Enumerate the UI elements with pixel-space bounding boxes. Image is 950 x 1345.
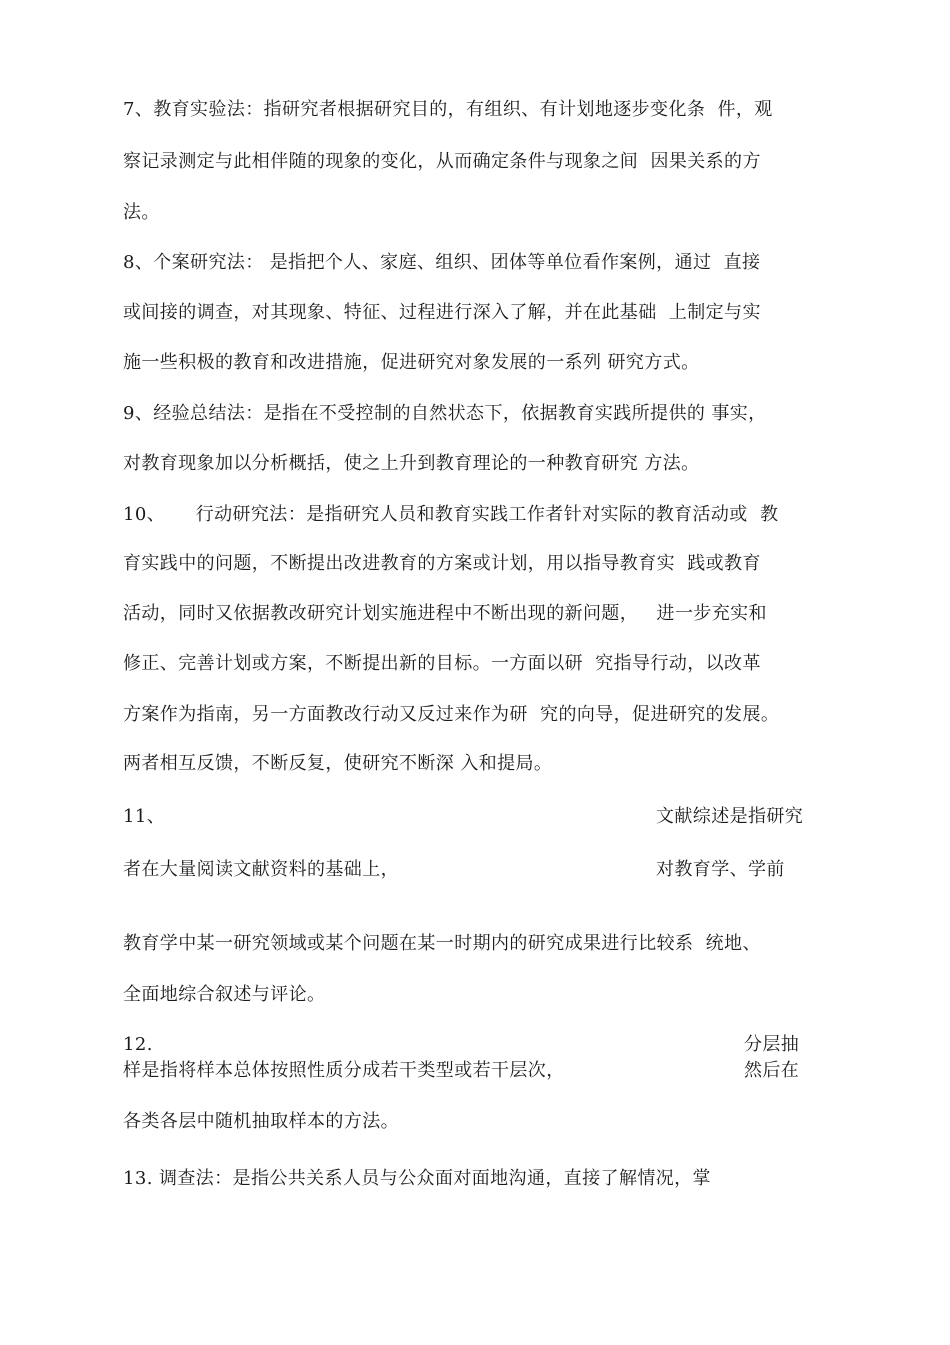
- p12-left-2: 样是指将样本总体按照性质分成若干类型或若干层次，: [123, 1060, 565, 1081]
- p10-line-4: 修正、完善计划或方案，不断提出新的目标。一方面以研 究指导行动，以改革: [123, 653, 761, 674]
- p7-line-2: 察记录测定与此相伴随的现象的变化，从而确定条件与现象之间 因果关系的方: [123, 151, 761, 172]
- p11-right-2: 对教育学、学前: [656, 859, 785, 880]
- p7-line-1: 7、教育实验法：指研究者根据研究目的，有组织、有计划地逐步变化条 件，观: [123, 99, 773, 120]
- p8-line-2: 或间接的调查，对其现象、特征、过程进行深入了解，并在此基础 上制定与实: [123, 302, 761, 323]
- p11-line-4: 全面地综合叙述与评论。: [123, 984, 326, 1005]
- p9-line-1: 9、经验总结法：是指在不受控制的自然状态下，依据教育实践所提供的 事实，: [123, 403, 767, 424]
- p10-line-3: 活动，同时又依据教改研究计划实施进程中不断出现的新问题， 进一步充实和: [123, 603, 767, 624]
- p8-line-1: 8、个案研究法： 是指把个人、家庭、组织、团体等单位看作案例，通过 直接: [123, 252, 761, 273]
- p10-line-1: 10、 行动研究法：是指研究人员和教育实践工作者针对实际的教育活动或 教: [123, 504, 779, 525]
- p11-right-1: 文献综述是指研究: [656, 806, 804, 827]
- p13-line-1: 13. 调查法：是指公共关系人员与公众面对面地沟通，直接了解情况，掌: [123, 1168, 711, 1189]
- p8-line-3: 施一些积极的教育和改进措施，促进研究对象发展的一系列 研究方式。: [123, 352, 700, 373]
- p12-right-1: 分层抽: [744, 1034, 800, 1055]
- p7-line-3: 法。: [123, 202, 160, 223]
- p11-line-3: 教育学中某一研究领域或某个问题在某一时期内的研究成果进行比较系 统地、: [123, 933, 761, 954]
- p11-number: 11、: [123, 806, 166, 827]
- p12-line-3: 各类各层中随机抽取样本的方法。: [123, 1111, 399, 1132]
- p12-number: 12.: [123, 1034, 153, 1055]
- p11-left-2: 者在大量阅读文献资料的基础上，: [123, 859, 399, 880]
- p10-line-5: 方案作为指南，另一方面教改行动又反过来作为研 究的向导，促进研究的发展。: [123, 704, 780, 725]
- p12-right-2: 然后在: [744, 1060, 800, 1081]
- p10-line-2: 育实践中的问题，不断提出改进教育的方案或计划，用以指导教育实 践或教育: [123, 553, 761, 574]
- p9-line-2: 对教育现象加以分析概括，使之上升到教育理论的一种教育研究 方法。: [123, 453, 700, 474]
- p10-line-6: 两者相互反馈，不断反复，使研究不断深 入和提局。: [123, 753, 553, 774]
